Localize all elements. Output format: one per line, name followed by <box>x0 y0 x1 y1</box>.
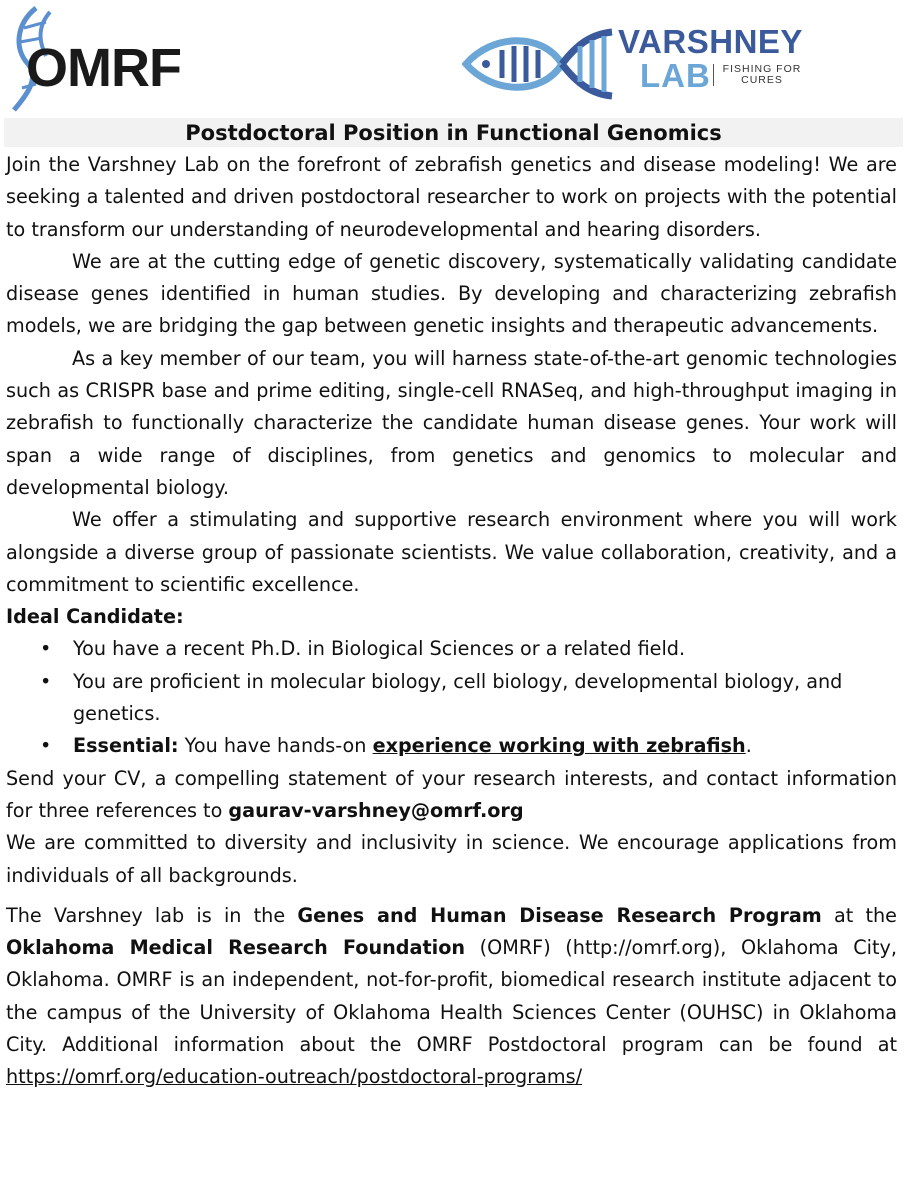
diversity-paragraph: We are committed to diversity and inclusivity in science. We encourage applications from individuals of all backgrounds. <box>6 831 897 887</box>
spacer <box>6 892 897 900</box>
list-item-text: You have a recent Ph.D. in Biological Sciences or a related field. <box>73 637 686 661</box>
list-item-text: You have hands-on <box>178 734 373 758</box>
contact-email[interactable]: gaurav-varshney@omrf.org <box>228 798 524 822</box>
bullet-icon: • <box>40 669 52 693</box>
list-item <box>6 666 897 731</box>
page-title: Postdoctoral Position in Functional Genomics <box>185 121 722 145</box>
essential-label: Essential: <box>73 734 179 758</box>
lab-logo-lab: LAB <box>640 57 711 94</box>
intro-paragraph: Join the Varshney Lab on the forefront of zebrafish genetics and disease modeling! We are seeking a talented and driven postdoctoral researcher to work on projects with the potential to transform our understanding of neurodevelopmental and hearing disorders. <box>6 153 897 241</box>
postdoc-programs-link[interactable]: https://omrf.org/education-outreach/postdoctoral-programs/ <box>6 1065 583 1089</box>
list-item-end: . <box>745 734 752 758</box>
application-text: Send your CV, a compelling statement of your research interests, and contact information for three references to <box>6 766 897 822</box>
header <box>0 0 907 118</box>
list-item <box>6 730 897 762</box>
application-paragraph <box>6 763 897 828</box>
zebrafish-experience-emphasis: experience working with zebrafish <box>372 734 746 758</box>
ideal-candidate-list <box>6 633 897 762</box>
list-item-text: You are proficient in molecular biology, cell biology, developmental biology, and genetics. <box>73 669 843 726</box>
technologies-paragraph: As a key member of our team, you will harness state-of-the-art genomic technologies such as CRISPR base and prime editing, single-cell RNASeq, and high-throughput imaging in zebrafish to functionally characterize the candidate human disease genes. Your work will span a wide range of disciplines, from genetics and genomics to molecular and developmental biology. <box>6 346 897 499</box>
discovery-paragraph: We are at the cutting edge of genetic discovery, systematically validating candidate disease genes identified in human studies. By developing and characterizing zebrafish models, we are bridging the gap between genetic insights and therapeutic advancements. <box>6 249 897 338</box>
about-text-1: The Varshney lab is in the <box>6 903 298 927</box>
program-name: Genes and Human Disease Research Program <box>297 903 822 927</box>
about-text-2: at the <box>821 903 897 927</box>
ideal-candidate-heading: Ideal Candidate: <box>6 605 184 629</box>
lab-logo-tagline <box>713 64 802 86</box>
bullet-icon: • <box>40 734 52 758</box>
lab-logo-name: VARSHNEY <box>618 23 803 60</box>
list-item <box>6 633 897 665</box>
lab-logo-tagline-line2: CURES <box>741 74 783 86</box>
foundation-name: Oklahoma Medical Research Foundation <box>6 936 466 960</box>
bullet-icon: • <box>40 637 52 661</box>
omrf-logo-text: OMRF <box>26 38 181 98</box>
job-description <box>6 149 897 1094</box>
environment-paragraph: We offer a stimulating and supportive research environment where you will work alongside a diverse group of passionate scientists. We value collaboration, creativity, and a commitment to scientific excellence. <box>6 508 897 596</box>
about-paragraph <box>6 900 897 1094</box>
about-text-3: (OMRF) (http://omrf.org), Oklahoma City, Oklahoma. OMRF is an independent, not-for-profit, biomedical research institute adjacent to the campus of the University of Oklahoma Health Sciences Center (OUHSC) in Oklahoma City. Additional information about the OMRF Postdoctoral program can be found at <box>6 936 897 1057</box>
lab-logo-tagline-line1: FISHING FOR <box>722 63 802 75</box>
